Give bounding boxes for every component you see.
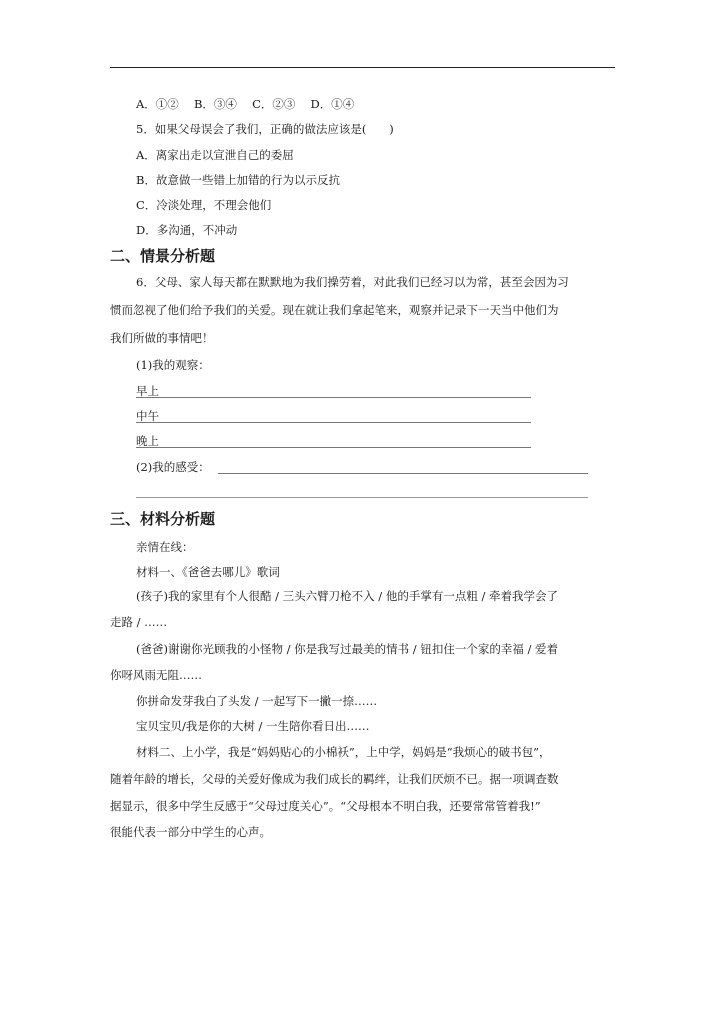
morning-row — [136, 383, 531, 399]
lyric-line-4: 宝贝宝贝/我是你的大树 / 一生陪你看日出…… — [136, 719, 370, 733]
header-rule — [110, 67, 615, 68]
noon-answer-line — [136, 422, 531, 423]
q4-options: A．①② B．③④ C．②③ D．①④ — [136, 97, 355, 111]
child-lyric-line-1: (孩子)我的家里有个人很酷 / 三头六臂刀枪不入 / 他的手掌有一点粗 / 牵着我学会了 — [136, 589, 559, 603]
morning-label: 早上 — [136, 384, 159, 398]
lyric-line-3: 你拼命发芽我白了头发 / 一起写下一撇一捺…… — [136, 694, 378, 708]
evening-answer-line — [136, 447, 531, 448]
q5-option-d: D．多沟通，不冲动 — [136, 223, 238, 237]
q6-sub1: (1)我的观察： — [136, 358, 210, 372]
evening-label: 晚上 — [136, 434, 159, 448]
noon-row — [136, 408, 531, 424]
material2-line-2: 随着年龄的增长，父母的关爱好像成为我们成长的羁绊，让我们厌烦不已。据一项调查数 — [110, 772, 559, 786]
evening-row — [136, 433, 531, 449]
q5-option-b: B．故意做一些错上加错的行为以示反抗 — [136, 173, 340, 187]
morning-answer-line — [136, 397, 531, 398]
material1-title: 材料一、《爸爸去哪儿》歌词 — [136, 565, 280, 579]
feeling-label: (2)我的感受： — [136, 460, 210, 474]
q6-line-2: 惯而忽视了他们给予我们的关爱。现在就让我们拿起笔来，观察并记录下一天当中他们为 — [110, 303, 559, 317]
material2-line-1: 材料二、上小学，我是“妈妈贴心的小棉袄”，上中学，妈妈是“我烦心的破书包”， — [136, 745, 551, 759]
child-lyric-line-2: 走路 / …… — [110, 615, 168, 629]
q5-option-a: A．离家出走以宣泄自己的委屈 — [136, 148, 294, 162]
material2-line-3: 据显示，很多中学生反感于“父母过度关心”。“父母根本不明白我，还要常常管着我!” — [110, 799, 541, 813]
q6-line-3: 我们所做的事情吧！ — [110, 331, 214, 345]
q5-option-c: C．冷淡处理，不理会他们 — [136, 198, 272, 212]
feeling-answer-line-2 — [136, 497, 588, 498]
material-intro: 亲情在线： — [136, 540, 194, 554]
feeling-answer-line — [218, 473, 588, 474]
q6-line-1: 6．父母、家人每天都在默默地为我们操劳着，对此我们已经习以为常，甚至会因为习 — [136, 275, 569, 289]
section3-title: 三、材料分析题 — [110, 510, 216, 528]
q5-stem: 5．如果父母误会了我们，正确的做法应该是( ) — [136, 122, 394, 136]
section2-title: 二、情景分析题 — [110, 247, 216, 265]
feeling-row — [136, 459, 588, 475]
dad-lyric-line-2: 你呀风雨无阻…… — [110, 668, 202, 682]
material2-line-4: 很能代表一部分中学生的心声。 — [110, 825, 271, 839]
dad-lyric-line-1: (爸爸)谢谢你光顾我的小怪物 / 你是我写过最美的情书 / 钮扣住一个家的幸福 / 爱着 — [136, 642, 559, 656]
noon-label: 中午 — [136, 409, 159, 423]
